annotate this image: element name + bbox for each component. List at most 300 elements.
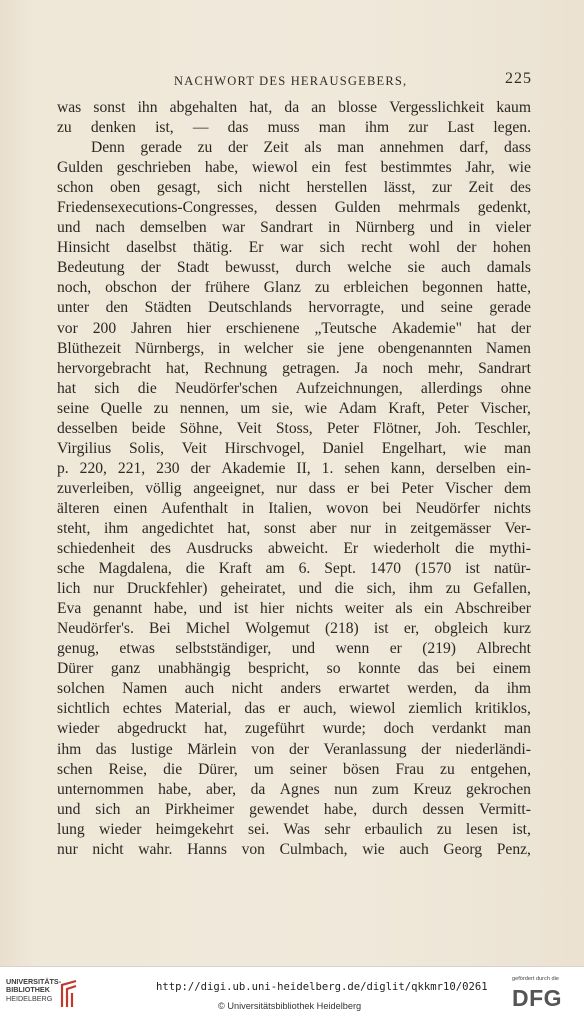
word: war	[279, 239, 304, 257]
word: von	[241, 840, 265, 858]
word: in	[328, 219, 341, 237]
word: 221,	[117, 459, 146, 477]
word: die	[137, 379, 157, 397]
word: denken	[90, 119, 136, 137]
word: Magdalena,	[98, 560, 172, 578]
word: mythi-	[489, 540, 531, 558]
word: Last	[447, 119, 475, 137]
word: nichts	[493, 499, 531, 517]
word: ein	[311, 159, 331, 177]
word: welcher	[243, 339, 294, 357]
word: nun	[334, 780, 358, 798]
word: und	[57, 219, 81, 237]
word: ziemlich	[408, 700, 463, 718]
word: man	[318, 119, 346, 137]
word: Flötner,	[372, 419, 422, 437]
text-line	[57, 218, 531, 238]
word: und	[429, 219, 454, 237]
word: Neudörfer's.	[57, 620, 134, 638]
word: gerade	[140, 139, 182, 157]
word: Er	[343, 540, 359, 558]
word: der	[140, 259, 161, 277]
text-line	[57, 639, 531, 659]
word: 6.	[298, 560, 311, 578]
word: Sandrart	[260, 219, 313, 237]
word: Druckfehler)	[126, 580, 208, 598]
text-line	[57, 559, 531, 579]
word: Nürnberg	[355, 219, 415, 237]
word: wurde;	[322, 720, 366, 738]
word: gewendet	[249, 800, 309, 818]
word: Penz,	[496, 840, 531, 858]
word: Adam	[338, 399, 377, 417]
word: 1.	[321, 459, 334, 477]
word: Bei	[149, 620, 171, 638]
word: anders	[280, 680, 322, 698]
text-line	[57, 459, 531, 479]
word: sich,	[366, 580, 396, 598]
word: Teschler,	[475, 419, 531, 437]
word: abgehalten	[169, 99, 238, 116]
word: Ausdrucks	[186, 540, 253, 558]
word: gesagt,	[156, 179, 201, 197]
word: Joh.	[435, 419, 461, 437]
word: lässt,	[383, 179, 416, 197]
word: kurz	[503, 620, 531, 638]
word: nicht	[231, 680, 263, 698]
word: p.	[57, 459, 69, 477]
word: zur	[408, 119, 429, 137]
word: kaum	[496, 99, 531, 116]
word: bespricht,	[248, 660, 310, 678]
word: fest	[344, 159, 367, 177]
word: Engelhart,	[381, 439, 447, 457]
word: gerade	[489, 299, 531, 317]
word: völlig	[145, 479, 182, 497]
word: Sept.	[324, 560, 356, 578]
word: geheiratet,	[220, 580, 286, 598]
word: der	[456, 239, 477, 257]
word: dem	[504, 479, 531, 497]
word: solchen	[57, 680, 105, 698]
word: ist,	[512, 820, 531, 838]
word: etwas	[119, 640, 155, 658]
library-logo-icon	[58, 979, 80, 1009]
word: Kreuz	[413, 780, 452, 798]
word: ihm	[408, 580, 433, 598]
word: von	[251, 740, 275, 758]
word: thätig.	[192, 239, 233, 257]
text-line	[57, 679, 531, 699]
word: getragen.	[282, 359, 340, 377]
word: welche	[347, 259, 392, 277]
word: in	[242, 499, 255, 517]
word: frühere	[204, 279, 250, 297]
word: um	[253, 760, 274, 778]
word: Söhne,	[179, 419, 223, 437]
word: erwartet	[338, 680, 390, 698]
word: II,	[296, 459, 311, 477]
word: und	[298, 580, 322, 598]
word: in	[384, 519, 397, 537]
word: als	[304, 139, 322, 157]
word: sonst	[263, 519, 297, 537]
word: aber,	[205, 780, 237, 798]
word: ihm	[103, 519, 129, 537]
word: einen	[113, 499, 148, 517]
word: Gefallen,	[473, 580, 531, 598]
word: Zeit	[263, 139, 289, 157]
text-line	[57, 138, 531, 158]
word: auch	[441, 259, 471, 277]
text-line	[57, 298, 531, 318]
word: Georg	[443, 840, 483, 858]
word: Er	[248, 239, 264, 257]
word: wiederholt	[373, 540, 440, 558]
word: Rechnung	[203, 359, 268, 377]
word: habe,	[204, 159, 239, 177]
word: Sandrart	[478, 359, 531, 377]
word: entgehen,	[470, 760, 531, 778]
text-line	[57, 499, 531, 519]
word: nur	[276, 479, 297, 497]
word: nur	[93, 580, 115, 598]
word: Virgilius	[57, 439, 112, 457]
word: wenn	[335, 640, 370, 658]
word: schen	[57, 760, 93, 778]
word: Hanns	[187, 840, 227, 858]
dfg-caption: gefördert durch die	[512, 976, 559, 982]
word: schiedenheit	[57, 540, 135, 558]
word: hervorragte,	[308, 299, 385, 317]
word: Solis,	[128, 439, 165, 457]
word: hat,	[166, 359, 189, 377]
word: nicht	[92, 840, 124, 858]
word: sich	[94, 379, 120, 397]
word: den	[105, 299, 129, 317]
text-line	[57, 98, 531, 118]
word: hat,	[227, 519, 251, 537]
word: Vischer,	[480, 399, 531, 417]
word: Veranlassung	[323, 740, 407, 758]
word: der	[421, 740, 442, 758]
word: damals	[486, 259, 531, 277]
word: noch,	[57, 279, 92, 297]
word: noch	[382, 359, 413, 377]
word: unter	[57, 299, 90, 317]
word: die	[185, 560, 205, 578]
word: lich	[57, 580, 81, 598]
text-line	[57, 439, 531, 459]
word: begonnen	[422, 279, 483, 297]
running-header-title: NACHWORT DES HERAUSGEBERS,	[174, 74, 408, 88]
word: vor	[57, 319, 78, 337]
word: lustige	[131, 740, 173, 758]
word: sei.	[248, 820, 270, 838]
word: ohne	[500, 379, 531, 397]
word: ein-	[506, 459, 531, 477]
word: hat	[476, 319, 497, 337]
word: natür-	[493, 560, 531, 578]
word: erbleichen	[343, 279, 409, 297]
word: niederländi-	[455, 740, 531, 758]
word: lesen	[465, 820, 498, 838]
word: recht	[361, 239, 393, 257]
word: Zeit	[468, 179, 494, 197]
word: auch,	[303, 700, 337, 718]
word: abgedruckt	[117, 720, 187, 738]
word: wie	[463, 439, 487, 457]
word: Nürnbergs,	[134, 339, 205, 357]
text-line	[57, 599, 531, 619]
word: sie	[407, 259, 425, 277]
word: Aufzeichnungen,	[295, 379, 403, 397]
word: demselben	[139, 219, 207, 237]
word: auch	[184, 680, 215, 698]
word: wovon	[326, 499, 369, 517]
word: Dürer,	[198, 760, 238, 778]
text-line	[57, 198, 531, 218]
word: weiter	[344, 600, 384, 618]
word: Stoss,	[275, 419, 313, 437]
word: nur	[350, 519, 371, 537]
permalink-url[interactable]: http://digi.ub.uni-heidelberg.de/diglit/qkkmr10/0261	[156, 981, 488, 993]
word: zugeführt	[245, 720, 305, 738]
word: 200	[92, 319, 117, 337]
word: —	[192, 119, 209, 137]
word: vieler	[495, 219, 531, 237]
text-line	[57, 339, 531, 359]
word: „Teutsche	[314, 319, 377, 337]
word: zu	[57, 119, 72, 137]
word: durch	[295, 259, 332, 277]
text-line	[57, 740, 531, 760]
word: nennen,	[179, 399, 229, 417]
word: wiewol	[349, 700, 396, 718]
word: geschrieben	[116, 159, 192, 177]
word: wieder	[99, 820, 142, 838]
word: angedichtet	[141, 519, 214, 537]
word: zu	[440, 760, 455, 778]
library-name-line: BIBLIOTHEK	[6, 985, 50, 995]
word: werden,	[407, 680, 457, 698]
body-text	[57, 98, 531, 860]
word: genannt	[92, 600, 143, 618]
word: Hirschvogel,	[224, 439, 305, 457]
word: bösen	[343, 760, 380, 778]
word: obgleich	[434, 620, 489, 638]
word: der	[227, 139, 248, 157]
word: dass	[504, 139, 531, 157]
word: seiner	[289, 760, 328, 778]
word: oben	[109, 179, 141, 197]
word: Vermitt-	[478, 800, 531, 818]
word: habe,	[323, 800, 358, 818]
word: ihm	[57, 740, 82, 758]
word: wie	[362, 840, 385, 858]
word: abweicht.	[267, 540, 329, 558]
word: dessen	[422, 800, 465, 818]
word: Stadt	[176, 259, 209, 277]
word: man	[504, 720, 531, 738]
word: hat,	[204, 720, 228, 738]
word: beide	[131, 419, 166, 437]
word: doch	[383, 720, 414, 738]
text-line	[57, 319, 531, 339]
word: das	[417, 660, 439, 678]
word: angeeignet,	[193, 479, 265, 497]
word: mehrmals	[398, 199, 460, 217]
copyright-text: © Universitätsbibliothek Heidelberg	[218, 1001, 362, 1011]
word: Michel	[185, 620, 231, 638]
word: ist	[233, 600, 249, 618]
word: Ver-	[504, 519, 531, 537]
word: an	[135, 800, 151, 818]
word: ist	[465, 560, 480, 578]
text-line	[57, 379, 531, 399]
word: Dürer	[57, 660, 94, 678]
word: da	[474, 680, 490, 698]
word: zu	[153, 399, 169, 417]
word: allerdings	[420, 379, 483, 397]
word: wie	[304, 399, 328, 417]
word: er	[347, 479, 360, 497]
word: jene	[338, 339, 365, 357]
word: darf,	[459, 139, 489, 157]
word: des	[510, 179, 531, 197]
text-line	[57, 479, 531, 499]
word: legen.	[493, 119, 531, 137]
text-line	[57, 820, 531, 840]
word: Friedensexecutions-Congresses,	[57, 199, 258, 217]
word: sich	[319, 239, 345, 257]
word: zum	[372, 780, 399, 798]
word: annehmen	[379, 139, 444, 157]
word: gekrochen	[466, 780, 531, 798]
word: habe,	[158, 780, 192, 798]
word: wiewol	[251, 159, 298, 177]
word: auch	[399, 840, 429, 858]
word: hier	[259, 600, 285, 618]
word: hohen	[492, 239, 531, 257]
word: ihm	[506, 680, 531, 698]
word: blosse	[338, 99, 378, 116]
word: am	[265, 560, 285, 578]
word: Peter	[401, 479, 434, 497]
word: er	[278, 700, 291, 718]
word: die	[455, 540, 475, 558]
word: Was	[283, 820, 311, 838]
word: obschon	[105, 279, 158, 297]
library-name-line: HEIDELBERG	[6, 993, 53, 1003]
word: sche	[57, 560, 85, 578]
word: in	[468, 219, 481, 237]
word: ihm	[364, 119, 390, 137]
word: nur	[57, 840, 78, 858]
word: steht,	[57, 519, 91, 537]
word: Akademie	[221, 459, 286, 477]
word: Culmbach,	[279, 840, 348, 858]
word: 1470	[369, 560, 401, 578]
word: wohl	[408, 239, 441, 257]
word: und	[291, 640, 316, 658]
word: genug,	[57, 640, 100, 658]
word: dessen	[275, 199, 317, 217]
text-line	[57, 278, 531, 298]
word: Eva	[57, 600, 82, 618]
word: war	[221, 219, 246, 237]
word: lung	[57, 820, 85, 838]
word: sie	[306, 339, 325, 357]
word: der	[289, 740, 309, 758]
word: nach	[95, 219, 125, 237]
word: Gulden	[57, 159, 103, 177]
word: nichts	[295, 600, 334, 618]
word: hervorgebracht	[57, 359, 152, 377]
word: das	[227, 119, 249, 137]
word: Neudörfer'schen	[175, 379, 278, 397]
word: in	[218, 339, 231, 357]
word: um	[240, 399, 261, 417]
word: ganz	[110, 660, 141, 678]
word: kritiklos,	[475, 700, 531, 718]
word: Ja	[354, 359, 368, 377]
text-line	[57, 399, 531, 419]
text-line	[57, 238, 531, 258]
text-line	[57, 780, 531, 800]
word: Italien,	[268, 499, 312, 517]
word: Wolgemut	[245, 620, 310, 638]
word: herstellen	[306, 179, 368, 197]
word: seine	[57, 399, 90, 417]
word: Jahr,	[465, 159, 495, 177]
running-header	[0, 70, 584, 94]
word: älteren	[57, 499, 100, 517]
library-name	[6, 978, 60, 1003]
word: Kraft	[218, 560, 252, 578]
word: unabhängig	[157, 660, 231, 678]
word: wahr.	[138, 840, 173, 858]
word: Blüthezeit	[57, 339, 122, 357]
word: der	[190, 459, 211, 477]
text-line	[57, 258, 531, 278]
word: sich	[95, 800, 121, 818]
word: erbaulich	[364, 820, 423, 838]
word: Städten	[144, 299, 192, 317]
word: derselben	[435, 459, 496, 477]
word: und	[400, 299, 425, 317]
word: so	[326, 660, 341, 678]
word: zu	[436, 820, 452, 838]
word: gedenkt,	[477, 199, 531, 217]
library-name-line: UNIVERSITÄTS-	[6, 977, 62, 986]
word: Namen	[485, 339, 531, 357]
word: hier	[186, 319, 211, 337]
word: er	[389, 640, 402, 658]
word: (218)	[324, 620, 359, 638]
word: unternommen	[57, 780, 144, 798]
word: als	[395, 600, 413, 618]
word: zu	[445, 580, 461, 598]
word: zu	[314, 279, 330, 297]
text-line	[57, 579, 531, 599]
text-line	[57, 760, 531, 780]
word: Abschreiber	[454, 600, 531, 618]
word: sehen	[344, 459, 380, 477]
word: Vischer	[444, 479, 493, 497]
word: Hinsicht	[57, 239, 110, 257]
word: und	[57, 800, 81, 818]
